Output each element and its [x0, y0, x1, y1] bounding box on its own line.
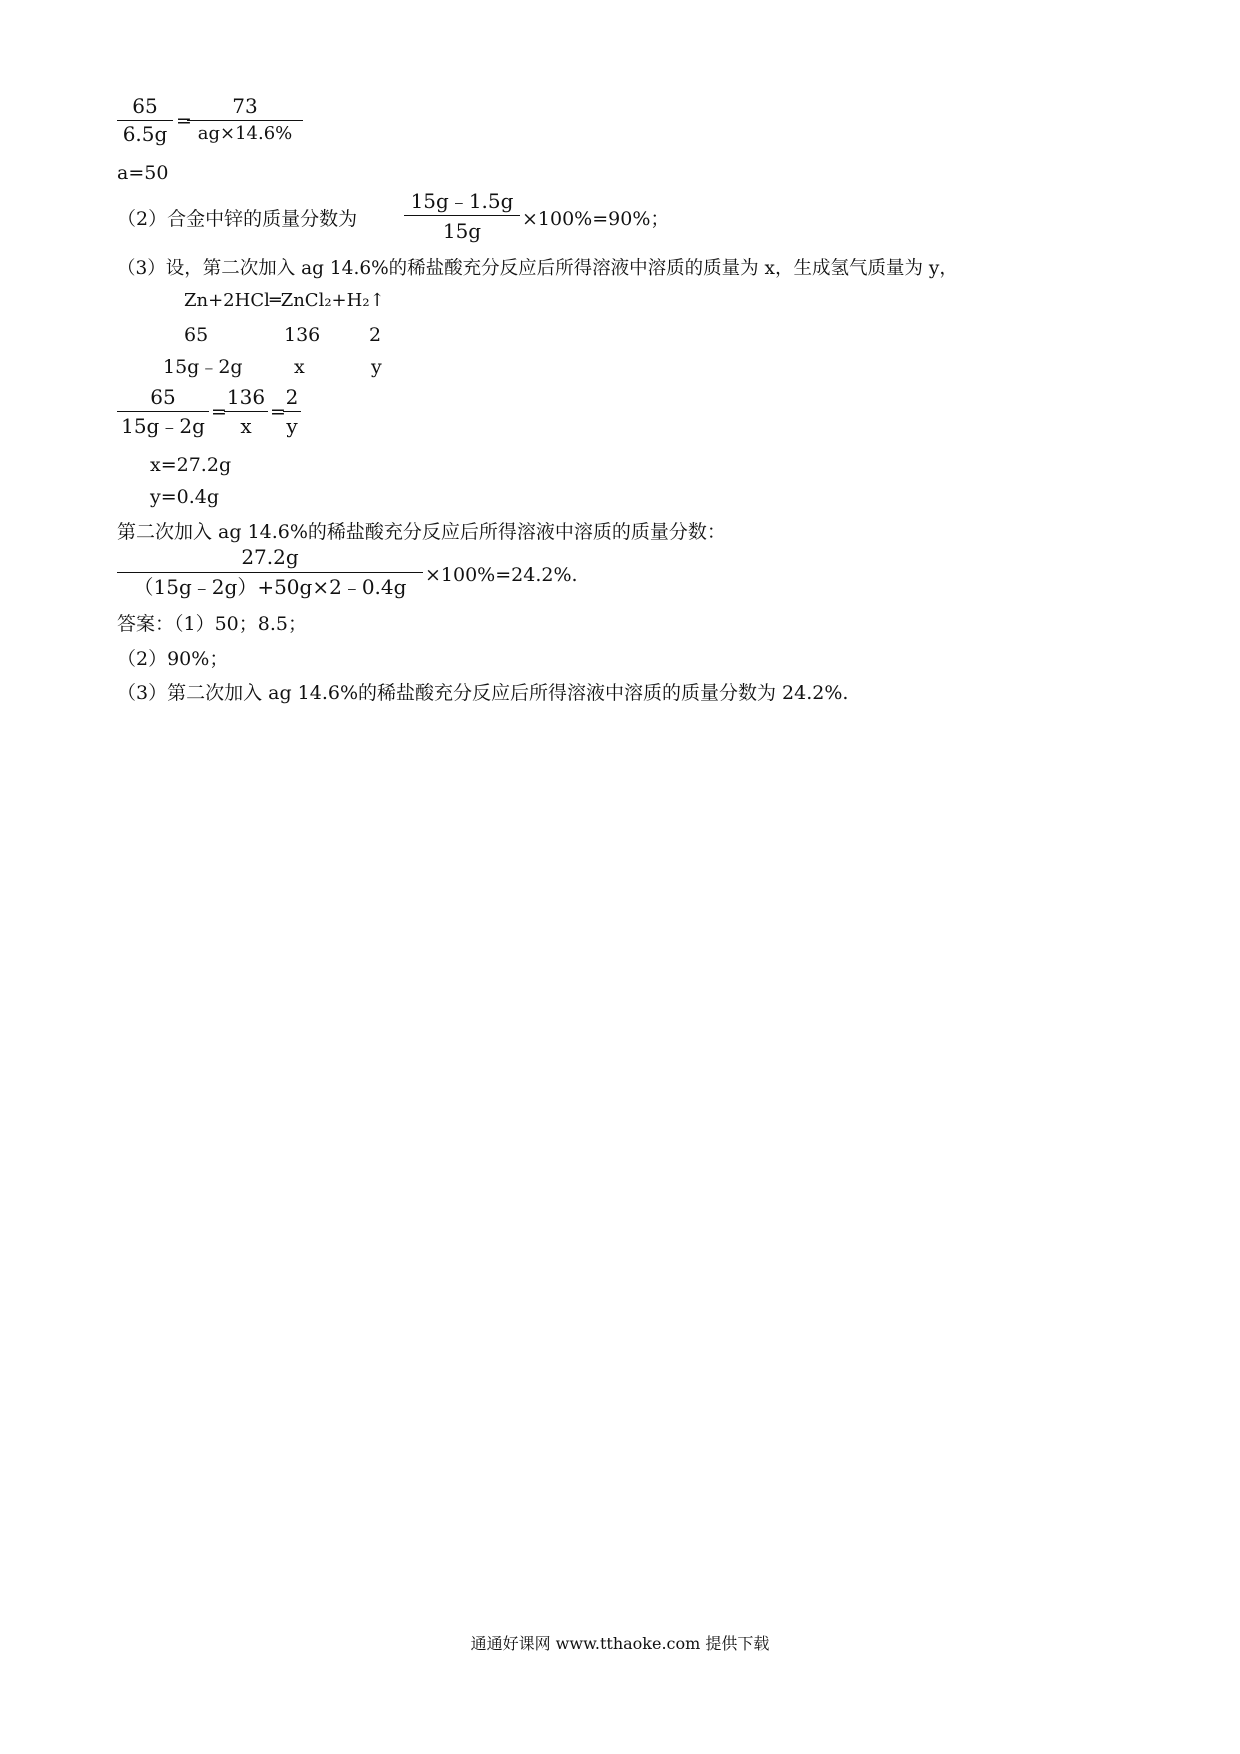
answer-line-3: （3）第二次加入 ag 14.6%的稀盐酸充分反应后所得溶液中溶质的质量分数为 24.2%.: [117, 682, 849, 704]
eq1-fraction-right: [187, 95, 303, 147]
x-result: x=27.2g: [150, 454, 232, 476]
fraction-denominator: 6.5g: [122, 122, 168, 146]
fraction-numerator: 65: [132, 94, 158, 118]
prop-fraction-2: [224, 386, 268, 440]
page-footer: 通通好课网 www.tthaoke.com 提供下载: [470, 1634, 770, 1653]
fraction-numerator: 65: [150, 385, 176, 409]
amount-zn: 15g﹣2g: [163, 356, 243, 378]
fraction-denominator: 15g﹣2g: [121, 414, 205, 438]
part2-fraction: [404, 190, 520, 246]
final-suffix: ×100%=24.2%.: [425, 564, 578, 586]
ratio-zn: 65: [184, 324, 209, 346]
ratio-h2: 2: [369, 324, 382, 346]
fraction-label: 第二次加入 ag 14.6%的稀盐酸充分反应后所得溶液中溶质的质量分数：: [117, 521, 726, 543]
fraction-numerator: 27.2g: [241, 545, 299, 569]
answer-line-1: 答案：（1）50；8.5；: [117, 613, 307, 635]
fraction-denominator: （15g﹣2g）+50g×2﹣0.4g: [133, 575, 407, 599]
fraction-bar: [404, 215, 520, 216]
y-result: y=0.4g: [150, 486, 220, 508]
answer-line-2: （2）90%；: [117, 648, 229, 670]
chemical-equation: Zn+2HCl═ZnCl₂+H₂↑: [184, 290, 385, 311]
fraction-bar: [187, 120, 303, 121]
prop-fraction-1: [117, 386, 209, 440]
ratio-zncl2: 136: [284, 324, 321, 346]
fraction-bar: [117, 120, 173, 121]
part3-intro: （3）设，第二次加入 ag 14.6%的稀盐酸充分反应后所得溶液中溶质的质量为 x，生成氢气质量为 y，: [117, 258, 958, 279]
result-a: a=50: [117, 162, 169, 184]
equals-sign: =: [211, 401, 227, 423]
part2-prefix: （2）合金中锌的质量分数为: [117, 208, 358, 230]
fraction-bar: [117, 411, 209, 412]
fraction-numerator: 2: [285, 385, 299, 409]
part2-suffix: ×100%=90%；: [522, 208, 670, 230]
fraction-numerator: 136: [226, 385, 266, 409]
fraction-bar: [283, 411, 301, 412]
eq1-fraction-left: [117, 95, 173, 147]
fraction-bar: [117, 572, 423, 573]
fraction-denominator: ag×14.6%: [197, 123, 293, 144]
fraction-denominator: x: [240, 414, 252, 438]
fraction-denominator: y: [286, 414, 298, 438]
fraction-numerator: 15g﹣1.5g: [410, 189, 514, 213]
fraction-denominator: 15g: [442, 219, 482, 243]
amount-y: y: [371, 356, 382, 378]
fraction-bar: [224, 411, 268, 412]
amount-x: x: [294, 356, 305, 378]
final-fraction: [117, 546, 423, 602]
prop-fraction-3: [283, 386, 301, 440]
equals-sign: =: [270, 401, 286, 423]
fraction-numerator: 73: [232, 94, 258, 118]
equals-sign: =: [176, 110, 192, 132]
